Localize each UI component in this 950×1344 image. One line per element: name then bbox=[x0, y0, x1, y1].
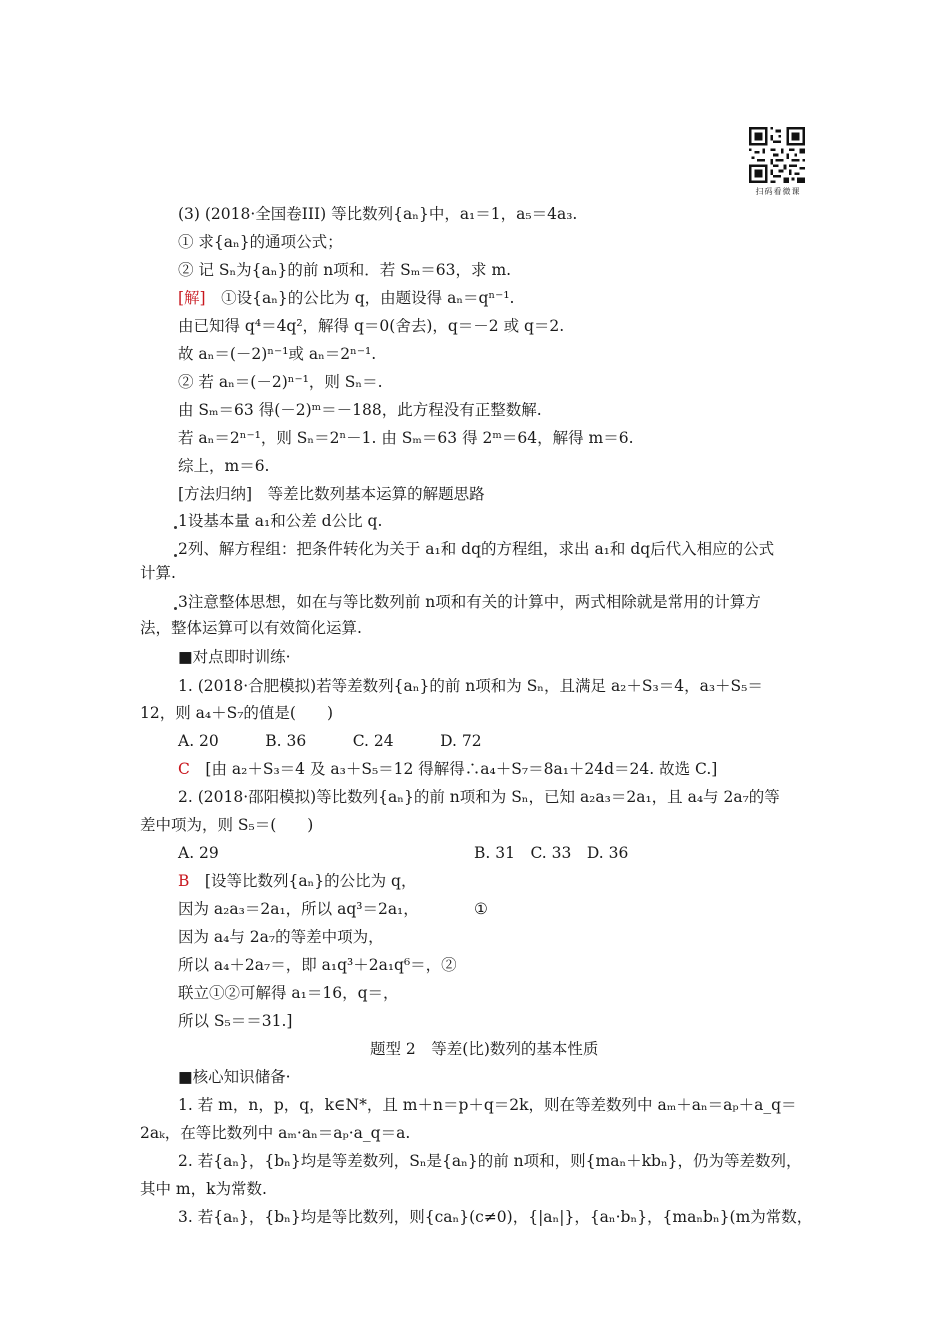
exercise-2-option-a: A. 29 bbox=[178, 844, 219, 862]
method-item-2: 2列、解方程组：把条件转化为关于 a₁和 dq的方程组，求出 a₁和 dq后代入相应的公式 bbox=[178, 540, 775, 558]
answer-letter: B bbox=[178, 872, 190, 890]
knowledge-item-2-cont: 其中 m，k为常数. bbox=[140, 1180, 267, 1198]
section-title: 题型 2 等差(比)数列的基本性质 bbox=[370, 1040, 599, 1058]
knowledge-heading: ■核心知识储备· bbox=[178, 1068, 291, 1086]
bullet-dot bbox=[174, 607, 177, 610]
knowledge-item-3: 3. 若{aₙ}，{bₙ}均是等比数列，则{caₙ}(c≠0)，{|aₙ|}，{aₙ·bₙ}，{maₙbₙ}(m为常数， bbox=[178, 1208, 813, 1226]
bullet-dot bbox=[174, 554, 177, 557]
solution-line: 由已知得 q⁴＝4q²，解得 q＝0(舍去)，q＝－2 或 q＝2. bbox=[178, 317, 565, 335]
equation-marker: ① bbox=[474, 900, 488, 918]
problem-3-statement: (3) (2018·全国卷III) 等比数列{aₙ}中，a₁＝1，a₅＝4a₃. bbox=[178, 205, 578, 223]
solution-line: 因为 a₂a₃＝2a₁，所以 aq³＝2a₁， bbox=[178, 900, 419, 918]
solution-line: 所以 a₄＋2a₇＝，即 a₁q³＋2a₁q⁶＝，② bbox=[178, 956, 457, 974]
exercise-1-options: A. 20 B. 36 C. 24 D. 72 bbox=[178, 732, 482, 750]
problem-3-part1: ① 求{aₙ}的通项公式； bbox=[178, 233, 343, 251]
exercise-1-answer: C [由 a₂＋S₃＝4 及 a₃＋S₅＝12 得解得∴a₄＋S₇＝8a₁＋24d＝24. 故选 C.] bbox=[178, 760, 718, 778]
solution-line: 故 aₙ＝(－2)ⁿ⁻¹或 aₙ＝2ⁿ⁻¹. bbox=[178, 345, 377, 363]
knowledge-item-1: 1. 若 m，n，p，q，k∈N*，且 m＋n＝p＋q＝2k，则在等差数列中 aₘ＋aₙ＝aₚ＋a_q＝ bbox=[178, 1096, 797, 1114]
method-item-3-cont: 法，整体运算可以有效简化运算. bbox=[140, 619, 362, 637]
exercise-2-options-bcd: B. 31 C. 33 D. 36 bbox=[474, 844, 629, 862]
exercise-2: 2. (2018·邵阳模拟)等比数列{aₙ}的前 n项和为 Sₙ，已知 a₂a₃＝2a₁，且 a₄与 2a₇的等 bbox=[178, 788, 780, 806]
problem-3-part2: ② 记 Sₙ为{aₙ}的前 n项和．若 Sₘ＝63，求 m. bbox=[178, 261, 512, 279]
jie-label: [解] bbox=[178, 289, 206, 307]
solution-line: 综上，m＝6. bbox=[178, 457, 270, 475]
knowledge-item-2: 2. 若{aₙ}，{bₙ}均是等差数列，Sₙ是{aₙ}的前 n项和，则{maₙ＋kbₙ}，仍为等差数列， bbox=[178, 1152, 802, 1170]
method-item-2-cont: 计算. bbox=[140, 564, 176, 582]
solution-line: [解] ①设{aₙ}的公比为 q，由题设得 aₙ＝qⁿ⁻¹. bbox=[178, 289, 515, 307]
training-heading: ■对点即时训练· bbox=[178, 648, 291, 666]
solution-line: 由 Sₘ＝63 得(－2)ᵐ＝－188，此方程没有正整数解. bbox=[178, 401, 542, 419]
solution-line: 因为 a₄与 2a₇的等差中项为， bbox=[178, 928, 384, 946]
method-item-1: 1设基本量 a₁和公差 d公比 q. bbox=[178, 512, 383, 530]
qr-code-image bbox=[749, 127, 805, 183]
answer-letter: C bbox=[178, 760, 190, 778]
solution-line: 所以 S₅＝＝31.] bbox=[178, 1012, 293, 1030]
solution-line: 若 aₙ＝2ⁿ⁻¹，则 Sₙ＝2ⁿ－1. 由 Sₘ＝63 得 2ᵐ＝64，解得 m＝6. bbox=[178, 429, 634, 447]
exercise-1-cont: 12，则 a₄＋S₇的值是( ) bbox=[140, 704, 334, 722]
exercise-2-answer: B [设等比数列{aₙ}的公比为 q， bbox=[178, 872, 417, 890]
bullet-dot bbox=[174, 526, 177, 529]
solution-line: ② 若 aₙ＝(－2)ⁿ⁻¹，则 Sₙ＝. bbox=[178, 373, 383, 391]
method-heading: [方法归纳] 等差比数列基本运算的解题思路 bbox=[178, 485, 485, 503]
knowledge-item-1-cont: 2aₖ，在等比数列中 aₘ·aₙ＝aₚ·a_q＝a. bbox=[140, 1124, 411, 1142]
method-item-3: 3注意整体思想，如在与等比数列前 n项和有关的计算中，两式相除就是常用的计算方 bbox=[178, 593, 761, 611]
exercise-2-cont: 差中项为，则 S₅＝( ) bbox=[140, 816, 314, 834]
exercise-1: 1. (2018·合肥模拟)若等差数列{aₙ}的前 n项和为 Sₙ，且满足 a₂＋S₃＝4，a₃＋S₅＝ bbox=[178, 677, 763, 695]
solution-line: 联立①②可解得 a₁＝16，q＝， bbox=[178, 984, 399, 1002]
qr-caption: 扫码看微课 bbox=[755, 187, 801, 196]
